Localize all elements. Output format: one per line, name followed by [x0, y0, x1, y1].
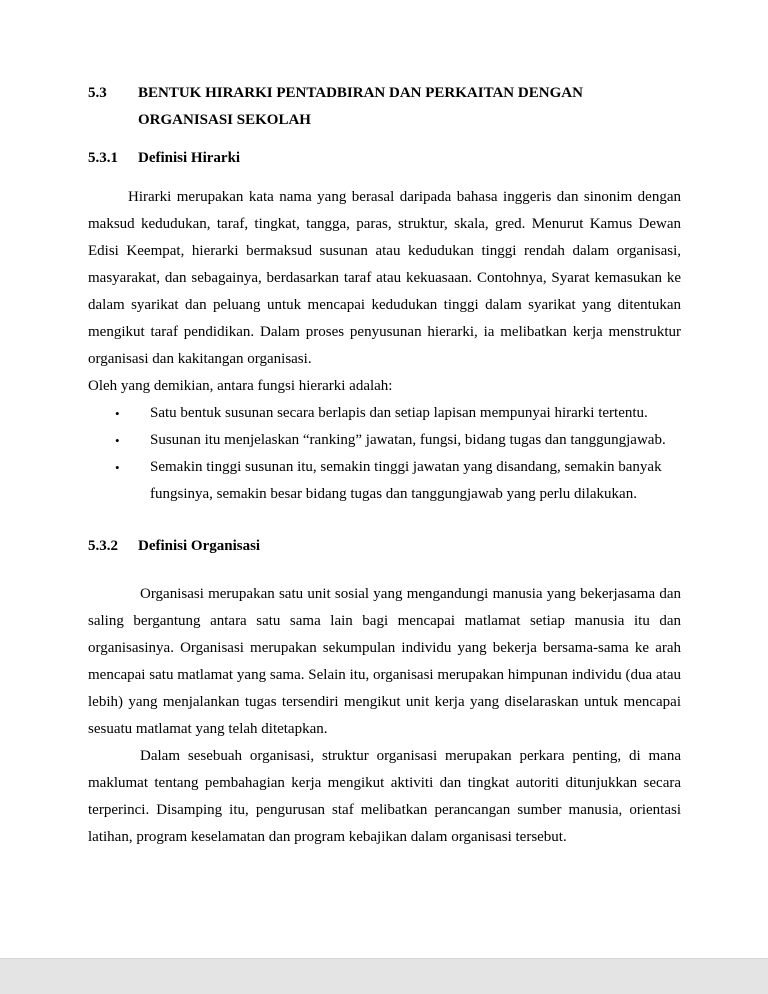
section-title	[138, 80, 681, 134]
section-heading	[88, 80, 681, 134]
subsection-number: 5.3.1	[88, 150, 118, 166]
subsection-title: Definisi Organisasi	[138, 538, 261, 554]
subsection-number: 5.3.2	[88, 538, 118, 554]
section-title-line2: ORGANISASI SEKOLAH	[138, 112, 311, 128]
paragraph-definisi-organisasi-2: Dalam sesebuah organisasi, struktur organisasi merupakan perkara penting, di mana maklumat tentang pembahagian kerja mengikut aktiviti dan tingkat autoriti ditunjukkan secara terperinci. Disamping itu, pengurusan staf melibatkan perancangan sumber manusia, orientasi latihan, program keselamatan dan program kebajikan dalam organisasi tersebut.	[88, 748, 681, 845]
section-title-line1: BENTUK HIRARKI PENTADBIRAN DAN PERKAITAN DENGAN	[138, 85, 583, 101]
paragraph-definisi-hirarki: Hirarki merupakan kata nama yang berasal daripada bahasa inggeris dan sinonim dengan maksud kedudukan, taraf, tingkat, tangga, paras, struktur, skala, gred. Menurut Kamus Dewan Edisi Keempat, hierarki bermaksud susunan atau kedudukan tinggi rendah dalam organisasi, masyarakat, dan sebagainya, berdasarkan taraf atau kekuasaan. Contohnya, Syarat kemasukan ke dalam syarikat dan peluang untuk mencapai kedudukan tinggi dalam syarikat yang ditentukan mengikut taraf pendidikan. Dalam proses penyusunan hierarki, ia melibatkan kerja menstruktur organisasi dan kakitangan organisasi.	[88, 189, 681, 367]
subsection-heading-definisi-organisasi	[88, 533, 681, 560]
list-item-text: Semakin tinggi susunan itu, semakin tinggi jawatan yang disandang, semakin banyak fungsinya, semakin besar bidang tugas dan tanggungjawab yang perlu dilakukan.	[150, 459, 662, 502]
bullet-icon: •	[115, 433, 120, 448]
list-item	[88, 454, 681, 508]
functions-intro: Oleh yang demikian, antara fungsi hierarki adalah:	[88, 378, 393, 394]
subsection-heading-definisi-hirarki	[88, 145, 681, 172]
list-item	[88, 427, 681, 454]
list-item-text: Susunan itu menjelaskan “ranking” jawatan, fungsi, bidang tugas dan tanggungjawab.	[150, 432, 666, 448]
subsection-title: Definisi Hirarki	[138, 150, 241, 166]
functions-bullet-list	[88, 400, 681, 508]
list-item-text: Satu bentuk susunan secara berlapis dan setiap lapisan mempunyai hirarki tertentu.	[150, 405, 648, 421]
section-number: 5.3	[88, 85, 107, 101]
bullet-icon: •	[115, 460, 120, 475]
bullet-icon: •	[115, 406, 120, 421]
paragraph-definisi-organisasi-1: Organisasi merupakan satu unit sosial yang mengandungi manusia yang bekerjasama dan saling bergantung antara satu sama lain bagi mencapai matlamat setiap manusia itu dan organisasinya. Organisasi merupakan sekumpulan individu yang bekerja bersama-sama ke arah mencapai satu matlamat yang sama. Selain itu, organisasi merupakan himpunan individu (dua atau lebih) yang menjalankan tugas tersendiri mengikut unit kerja yang diselaraskan untuk mencapai sesuatu matlamat yang telah ditetapkan.	[88, 586, 681, 737]
list-item	[88, 400, 681, 427]
viewer-bottom-bar	[0, 958, 768, 994]
